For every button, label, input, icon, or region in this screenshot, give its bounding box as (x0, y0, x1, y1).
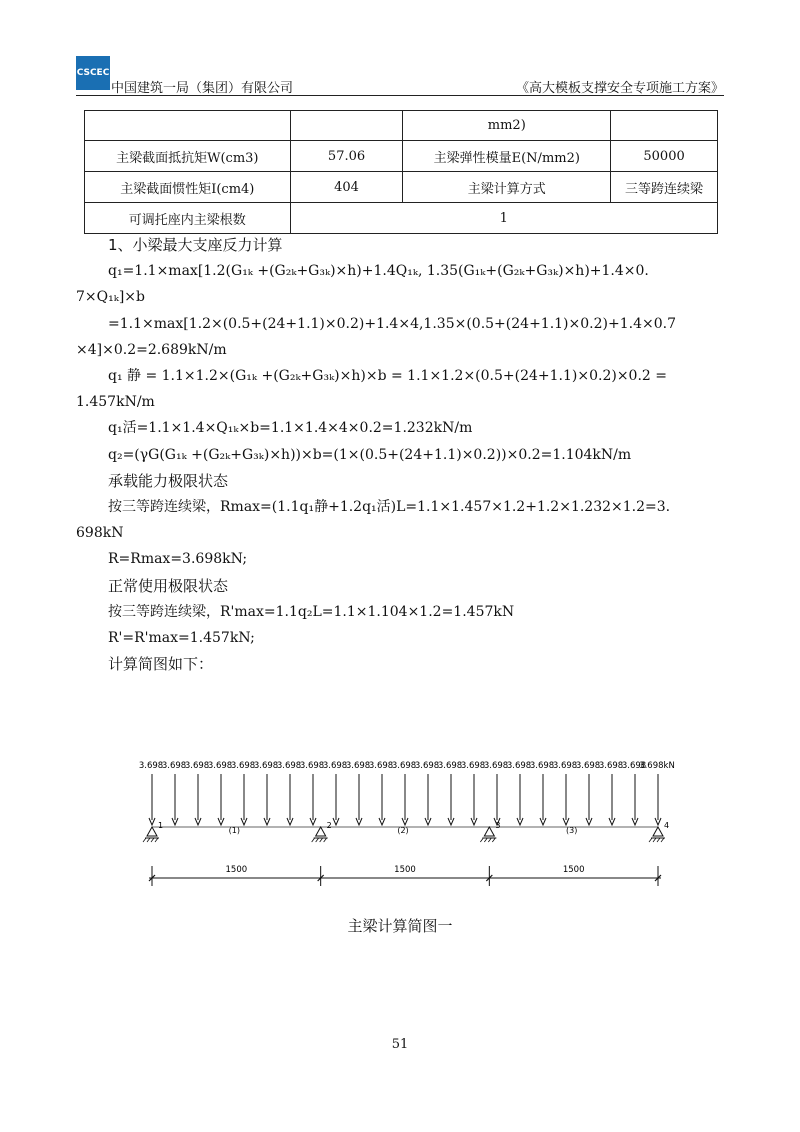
support-hatch (147, 838, 150, 842)
load-label: 3.698 (414, 761, 440, 771)
table-row (85, 111, 718, 141)
support-hatch (316, 838, 319, 842)
load-label: 3.698 (322, 761, 348, 771)
figure-caption: 主梁计算简图一 (347, 917, 453, 935)
table-cell: 1 (290, 203, 717, 234)
table-cell (290, 111, 403, 141)
load-label: 3.698 (253, 761, 279, 771)
section-heading: 承载能力极限状态 (108, 471, 229, 490)
dimension-label: 1500 (225, 865, 248, 875)
load-label: 3.698 (161, 761, 187, 771)
table-cell: 主梁弹性模量E(N/mm2) (403, 141, 611, 172)
load-label: 3.698 (598, 761, 624, 771)
formula-line: q₁活=1.1×1.4×Q₁ₖ×b=1.1×1.4×4×0.2=1.232kN/m (108, 420, 473, 437)
load-label: 3.698 (621, 761, 647, 771)
load-label: 3.698 (391, 761, 417, 771)
calculation-text (76, 232, 726, 677)
load-label: 3.698 (483, 761, 509, 771)
table-cell: 主梁计算方式 (403, 172, 611, 203)
load-label: 3.698 (138, 761, 164, 771)
load-label: 3.698 (460, 761, 486, 771)
load-label: 3.698 (368, 761, 394, 771)
support-label: 2 (326, 821, 332, 830)
section-heading: 计算简图如下： (108, 655, 214, 674)
load-label: 3.698 (345, 761, 371, 771)
formula-line: R=Rmax=3.698kN; (108, 551, 248, 568)
support-hatch (653, 838, 656, 842)
table-cell: 三等跨连续梁 (611, 172, 718, 203)
parameter-table (84, 110, 718, 234)
load-label: 3.698 (575, 761, 601, 771)
formula-line: 1.457kN/m (76, 394, 155, 411)
support-hatch (657, 838, 660, 842)
table-row (85, 203, 718, 234)
support-hatch (661, 838, 664, 842)
formula-line: q₂=(γG(G₁ₖ +(G₂ₖ+G₃ₖ)×h))×b=(1×(0.5+(24+1.1)×0.2))×0.2=1.104kN/m (108, 446, 632, 463)
table-cell: 50000 (611, 141, 718, 172)
span-label: (1) (228, 826, 241, 835)
support-hatch (320, 838, 323, 842)
support-label: 4 (664, 821, 670, 830)
pin-support-icon (147, 827, 157, 836)
load-label: 3.698 (299, 761, 325, 771)
load-label: 3.698 (437, 761, 463, 771)
page-header (76, 56, 724, 96)
support-hatch (480, 838, 483, 842)
beam-diagram (130, 750, 680, 900)
dimension-label: 1500 (562, 865, 585, 875)
formula-line: =1.1×max[1.2×(0.5+(24+1.1)×0.2)+1.4×4,1.35×(0.5+(24+1.1)×0.2)+1.4×0.7 (108, 315, 676, 332)
table-cell (85, 111, 291, 141)
table-cell: 57.06 (290, 141, 403, 172)
formula-line: ×4]×0.2=2.689kN/m (76, 341, 227, 358)
table-cell: mm2) (403, 111, 611, 141)
table-cell: 主梁截面抵抗矩W(cm3) (85, 141, 291, 172)
formula-line: 按三等跨连续梁，R'max=1.1q₂L=1.1×1.104×1.2=1.457kN (108, 603, 515, 620)
company-name: 中国建筑一局（集团）有限公司 (111, 81, 294, 96)
support-hatch (492, 838, 495, 842)
support-hatch (143, 838, 146, 842)
formula-line: 7×Q₁ₖ]×b (76, 289, 145, 306)
table-cell: 404 (290, 172, 403, 203)
load-label: 3.698 (184, 761, 210, 771)
section-heading: 1、小梁最大支座反力计算 (108, 236, 283, 254)
support-label: 1 (158, 821, 164, 830)
formula-line: q₁ 静 = 1.1×1.2×(G₁ₖ +(G₂ₖ+G₃ₖ)×h)×b = 1.1×1.2×(0.5+(24+1.1)×0.2)×0.2 = (108, 368, 667, 385)
support-hatch (488, 838, 491, 842)
load-label: 3.698 (230, 761, 256, 771)
support-hatch (312, 838, 315, 842)
pin-support-icon (316, 827, 326, 836)
formula-line: 698kN (76, 525, 124, 542)
load-label: 3.698 (529, 761, 555, 771)
page-number: 51 (391, 1037, 409, 1052)
document-title: 《高大模板支撑安全专项施工方案》 (515, 81, 724, 96)
formula-line: R'=R'max=1.457kN; (108, 630, 255, 647)
support-hatch (649, 838, 652, 842)
pin-support-icon (484, 827, 494, 836)
load-label: 3.698 (207, 761, 233, 771)
table-row (85, 172, 718, 203)
logo-text: CSCEC (76, 68, 110, 78)
pin-support-icon (653, 827, 663, 836)
support-label: 3 (495, 821, 501, 830)
load-label: 3.698 (552, 761, 578, 771)
table-cell: 主梁截面惯性矩I(cm4) (85, 172, 291, 203)
support-hatch (151, 838, 154, 842)
company-logo (76, 56, 110, 90)
section-heading: 正常使用极限状态 (108, 576, 229, 595)
table-cell (611, 111, 718, 141)
dimension-label: 1500 (394, 865, 416, 875)
load-label: 3.698kN (639, 761, 675, 771)
table-cell: 可调托座内主梁根数 (85, 203, 291, 234)
support-hatch (324, 838, 327, 842)
span-label: (3) (565, 826, 578, 835)
support-hatch (484, 838, 487, 842)
formula-line: 按三等跨连续梁，Rmax=(1.1q₁静+1.2q₁活)L=1.1×1.457×1.2+1.2×1.232×1.2=3. (108, 499, 671, 516)
load-label: 3.698 (276, 761, 302, 771)
formula-line: q₁=1.1×max[1.2(G₁ₖ +(G₂ₖ+G₃ₖ)×h)+1.4Q₁ₖ, 1.35(G₁ₖ+(G₂ₖ+G₃ₖ)×h)+1.4×0. (108, 263, 649, 280)
support-hatch (155, 838, 158, 842)
span-label: (2) (397, 826, 409, 835)
load-label: 3.698 (506, 761, 532, 771)
table-row (85, 141, 718, 172)
